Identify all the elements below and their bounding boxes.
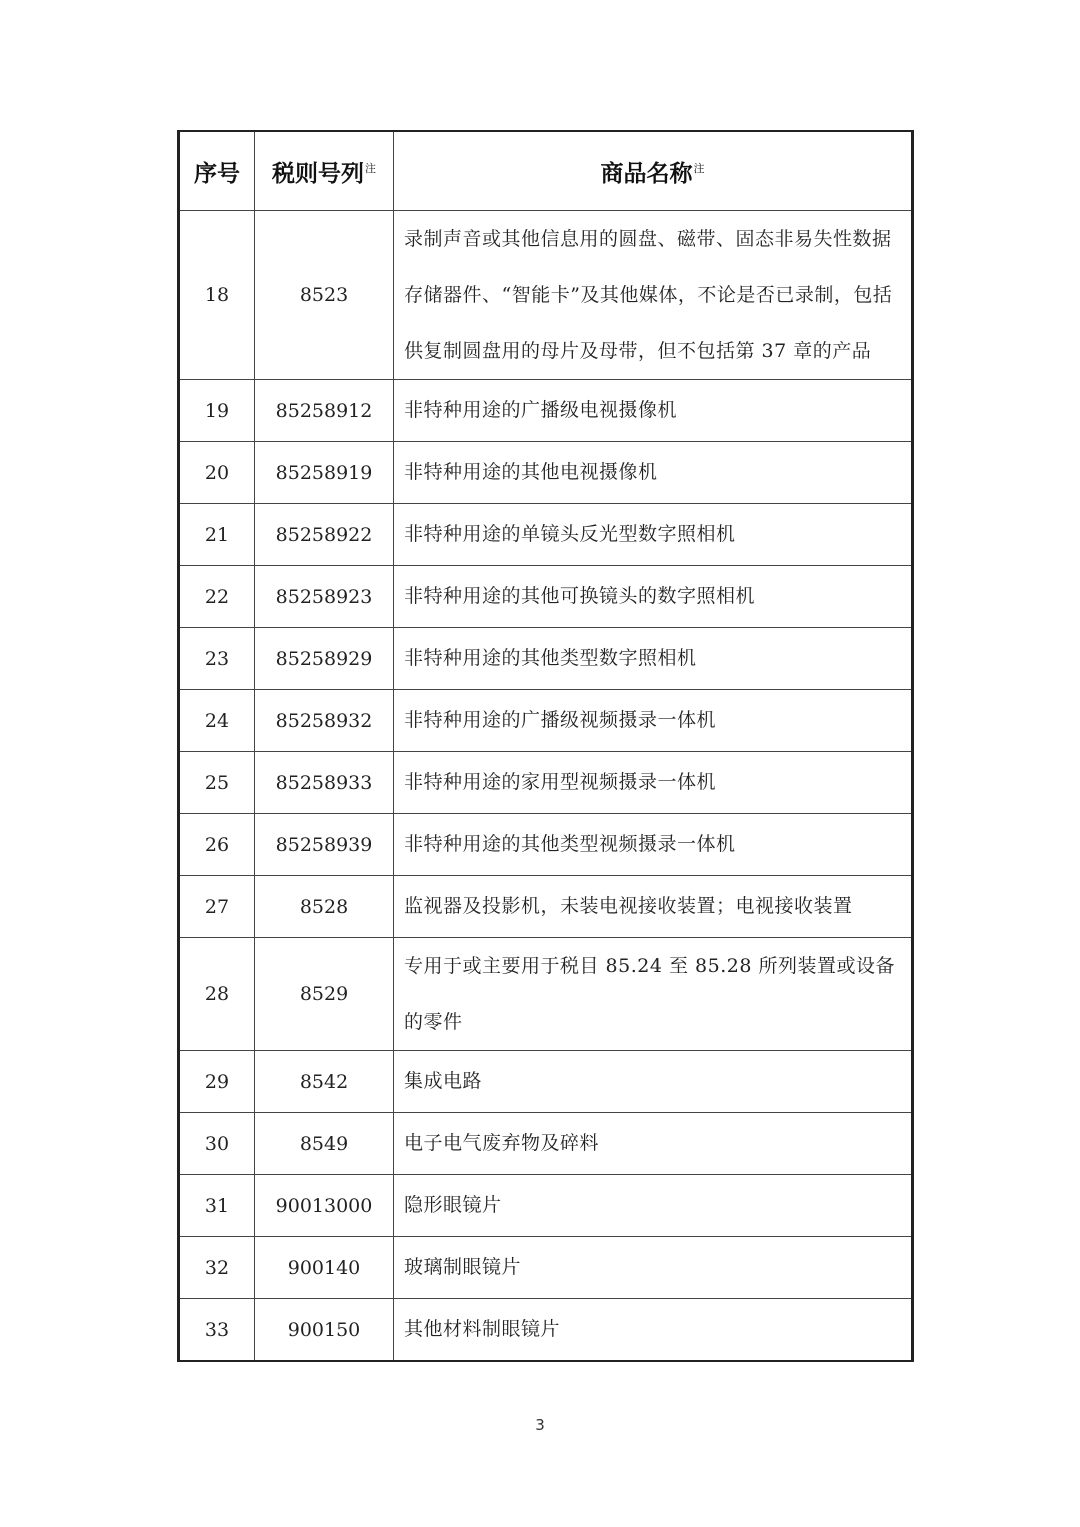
row-name: 其他材料制眼镜片 (394, 1299, 913, 1362)
table-row (179, 1113, 913, 1175)
row-name: 非特种用途的其他电视摄像机 (394, 442, 913, 504)
row-code: 85258922 (255, 504, 394, 566)
header-name (394, 131, 913, 211)
row-code: 85258939 (255, 814, 394, 876)
row-seq: 22 (179, 566, 255, 628)
header-code (255, 131, 394, 211)
page-number: 3 (535, 1416, 545, 1434)
row-code: 8549 (255, 1113, 394, 1175)
table-row (179, 1051, 913, 1113)
row-seq: 27 (179, 876, 255, 938)
table-body (179, 211, 913, 1362)
row-name: 非特种用途的家用型视频摄录一体机 (394, 752, 913, 814)
row-name: 隐形眼镜片 (394, 1175, 913, 1237)
row-name: 玻璃制眼镜片 (394, 1237, 913, 1299)
table-row (179, 814, 913, 876)
row-name: 非特种用途的广播级视频摄录一体机 (394, 690, 913, 752)
table-row (179, 628, 913, 690)
row-name: 非特种用途的其他可换镜头的数字照相机 (394, 566, 913, 628)
header-name-label: 商品名称 (600, 160, 693, 187)
row-name: 非特种用途的单镜头反光型数字照相机 (394, 504, 913, 566)
table-row (179, 566, 913, 628)
row-name: 监视器及投影机，未装电视接收装置；电视接收装置 (394, 876, 913, 938)
row-code: 90013000 (255, 1175, 394, 1237)
row-name: 非特种用途的其他类型视频摄录一体机 (394, 814, 913, 876)
row-code: 85258932 (255, 690, 394, 752)
row-seq: 20 (179, 442, 255, 504)
row-name: 集成电路 (394, 1051, 913, 1113)
row-seq: 29 (179, 1051, 255, 1113)
table-row (179, 752, 913, 814)
header-name-note: 注 (693, 161, 705, 175)
row-seq: 24 (179, 690, 255, 752)
row-name: 电子电气废弃物及碎料 (394, 1113, 913, 1175)
row-seq: 28 (179, 938, 255, 1051)
row-seq: 33 (179, 1299, 255, 1362)
table-row (179, 504, 913, 566)
table-row (179, 1175, 913, 1237)
row-seq: 31 (179, 1175, 255, 1237)
row-seq: 18 (179, 211, 255, 380)
table-row (179, 1237, 913, 1299)
row-name: 非特种用途的其他类型数字照相机 (394, 628, 913, 690)
header-code-note: 注 (365, 161, 376, 175)
row-code: 85258912 (255, 380, 394, 442)
row-code: 8542 (255, 1051, 394, 1113)
row-code: 85258929 (255, 628, 394, 690)
row-name: 非特种用途的广播级电视摄像机 (394, 380, 913, 442)
row-name: 专用于或主要用于税目 85.24 至 85.28 所列装置或设备的零件 (394, 938, 913, 1051)
row-seq: 32 (179, 1237, 255, 1299)
row-seq: 30 (179, 1113, 255, 1175)
row-code: 900140 (255, 1237, 394, 1299)
table-row (179, 876, 913, 938)
table-row (179, 938, 913, 1051)
row-code: 8523 (255, 211, 394, 380)
table-row (179, 1299, 913, 1362)
row-seq: 19 (179, 380, 255, 442)
table-row (179, 690, 913, 752)
row-code: 8528 (255, 876, 394, 938)
header-code-label: 税则号列 (272, 160, 364, 187)
header-row (179, 131, 913, 211)
table-row (179, 211, 913, 380)
table-header (179, 131, 913, 211)
header-seq (179, 131, 255, 211)
table-row (179, 380, 913, 442)
table-row (179, 442, 913, 504)
row-code: 900150 (255, 1299, 394, 1362)
header-seq-label: 序号 (194, 160, 240, 187)
row-code: 8529 (255, 938, 394, 1051)
tariff-table (177, 130, 914, 1362)
row-code: 85258933 (255, 752, 394, 814)
row-seq: 25 (179, 752, 255, 814)
row-seq: 21 (179, 504, 255, 566)
row-seq: 26 (179, 814, 255, 876)
row-seq: 23 (179, 628, 255, 690)
row-code: 85258923 (255, 566, 394, 628)
row-code: 85258919 (255, 442, 394, 504)
row-name: 录制声音或其他信息用的圆盘、磁带、固态非易失性数据存储器件、“智能卡”及其他媒体，不论是否已录制，包括供复制圆盘用的母片及母带，但不包括第 37 章的产品 (394, 211, 913, 380)
